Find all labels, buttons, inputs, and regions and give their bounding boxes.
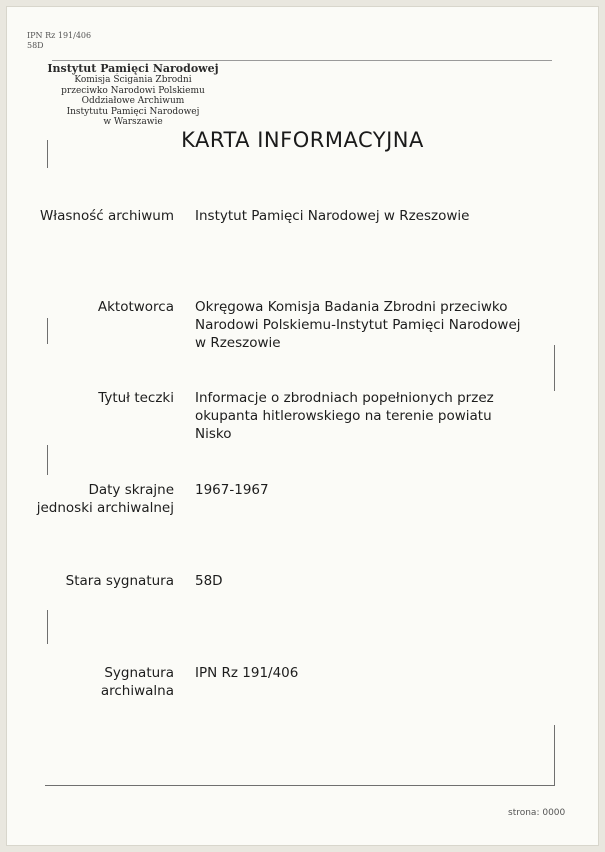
stamp-line: w Warszawie <box>103 117 163 127</box>
field-label: Aktotworca <box>97 299 174 315</box>
corner-reference-line: IPN Rz 191/406 <box>27 31 92 40</box>
document-title: KARTA INFORMACYJNA <box>181 128 424 152</box>
field-value: Instytut Pamięci Narodowej w Rzeszowie <box>195 208 470 224</box>
scan-mark <box>47 140 48 168</box>
field-label: Stara sygnatura <box>65 573 174 589</box>
field-value: IPN Rz 191/406 <box>195 665 299 681</box>
field-value: Okręgowa Komisja Badania Zbrodni przeciwko Narodowi Polskiemu-Instytut Pamięci Narodowej w Rzeszowie <box>195 299 521 351</box>
corner-reference-line: 58D <box>27 41 44 50</box>
scan-mark <box>47 445 48 475</box>
field-value: 1967-1967 <box>195 482 269 498</box>
stamp-line: przeciwko Narodowi Polskiemu <box>61 85 205 96</box>
field-label: Sygnatura archiwalna <box>100 665 174 699</box>
stamp-line: Instytut Pamięci Narodowej <box>47 62 219 75</box>
scan-mark <box>554 345 555 391</box>
field-value: Informacje o zbrodniach popełnionych przez okupanta hitlerowskiego na terenie powiatu Nisko <box>195 390 494 442</box>
page-number: strona: 0000 <box>508 808 566 818</box>
scan-mark <box>554 725 555 785</box>
corner-reference <box>27 31 91 51</box>
stamp-line: Instytutu Pamięci Narodowej <box>66 106 200 117</box>
field-label: Daty skrajne jednoski archiwalnej <box>36 482 174 516</box>
header-rule <box>52 60 552 61</box>
field-value: 58D <box>195 573 223 589</box>
scan-mark <box>47 610 48 644</box>
field-label: Własność archiwum <box>39 208 174 224</box>
stamp-line: Oddziałowe Archiwum <box>81 96 185 106</box>
footer-rule <box>45 785 555 786</box>
stamp-line: Komisja Ścigania Zbrodni <box>74 75 192 85</box>
institution-stamp <box>38 62 228 128</box>
scan-mark <box>47 318 48 344</box>
field-label: Tytuł teczki <box>98 390 174 406</box>
